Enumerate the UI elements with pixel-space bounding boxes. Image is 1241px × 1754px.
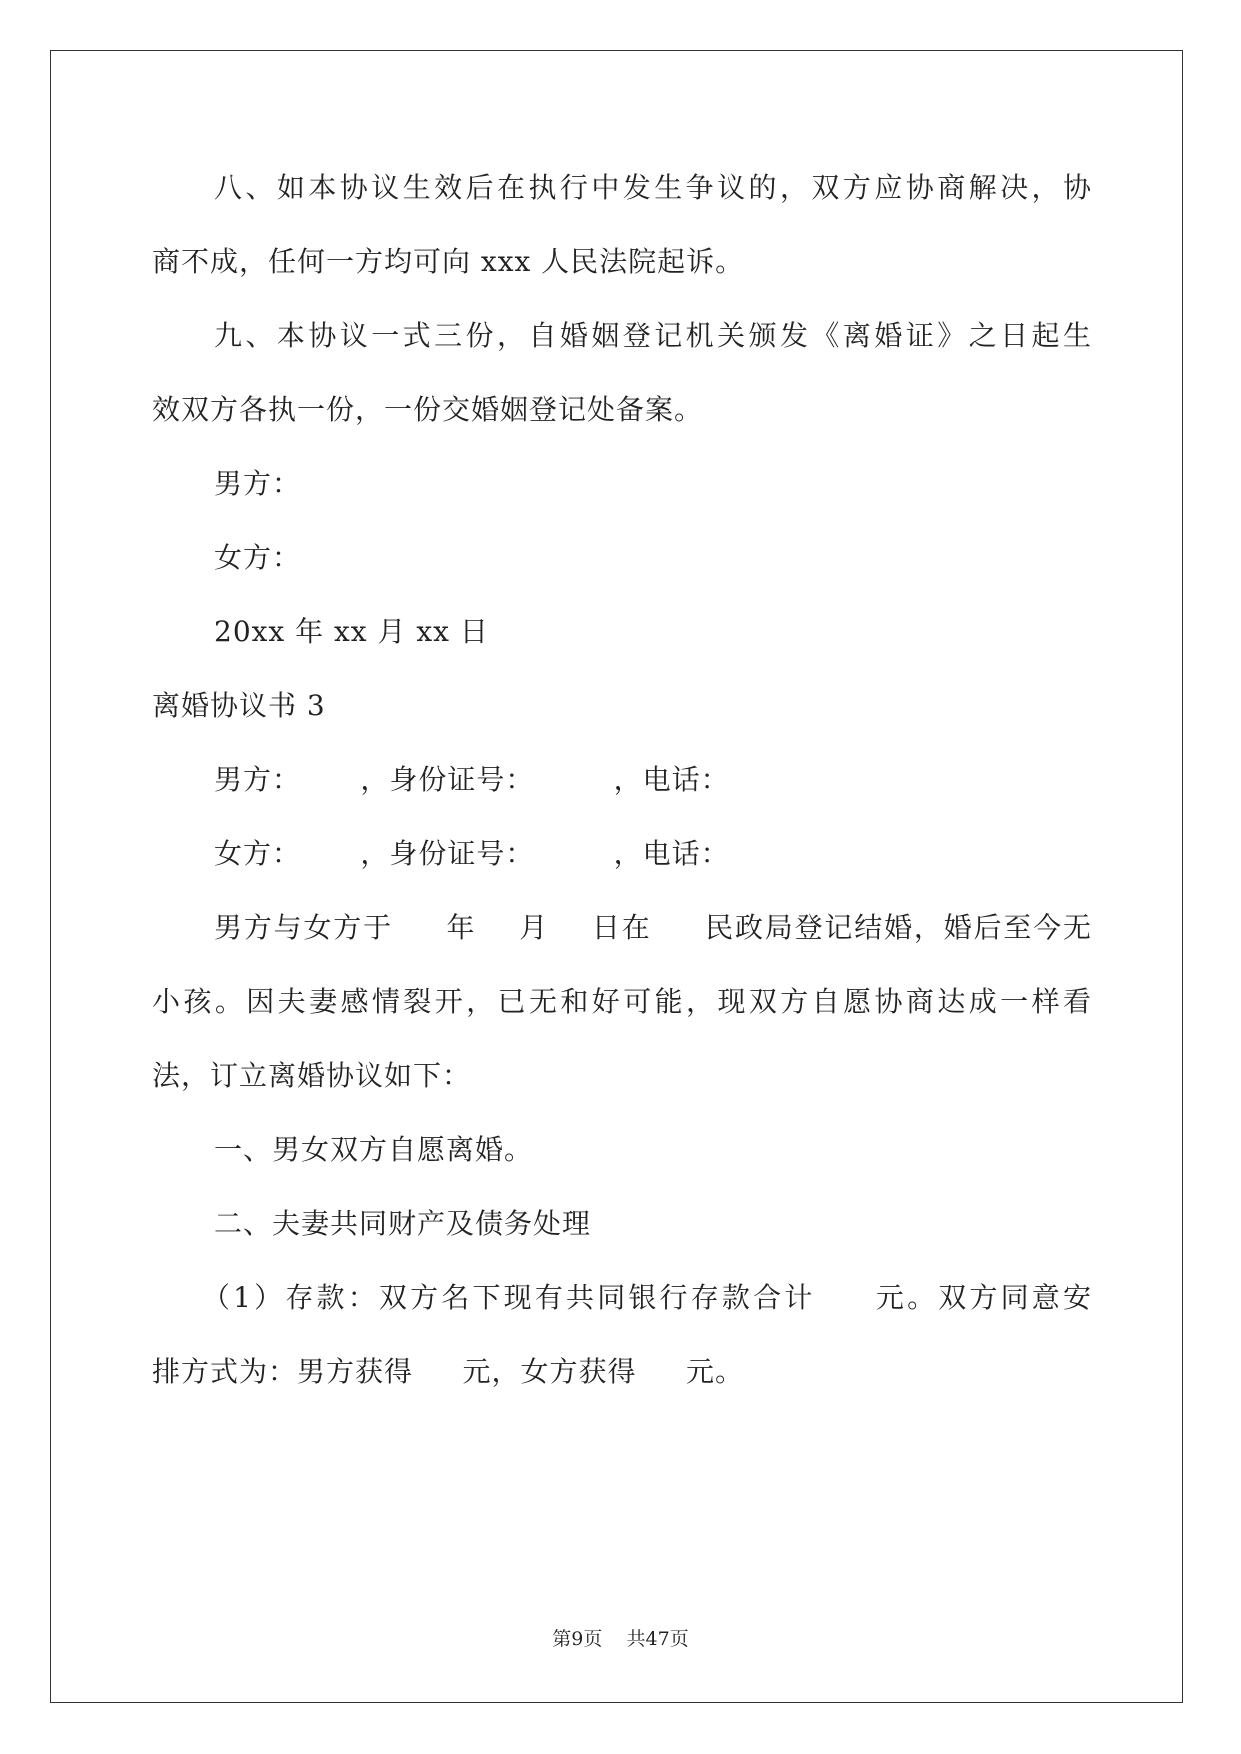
intro-line-2: 小孩。因夫妻感情裂开，已无和好可能，现双方自愿协商达成一样看 [152, 985, 1092, 1018]
footer-page-number: 9 [571, 1628, 584, 1650]
footer-total-pages: 47 [645, 1628, 670, 1650]
page-border [50, 50, 1183, 1703]
female-info-line: 女方： ，身份证号： ，电话： [214, 837, 730, 870]
footer-total-suffix: 页 [669, 1628, 689, 1650]
signature-female: 女方： [214, 541, 302, 574]
paragraph-8-line-1: 八、如本协议生效后在执行中发生争议的，双方应协商解决，协 [214, 171, 1092, 204]
clause-2-heading: 二、夫妻共同财产及债务处理 [214, 1207, 592, 1240]
signature-male: 男方： [214, 467, 302, 500]
clause-2-1-line-2: 排方式为：男方获得 元，女方获得 元。 [152, 1355, 745, 1388]
section-title: 离婚协议书 3 [152, 689, 326, 722]
male-info-line: 男方： ，身份证号： ，电话： [214, 763, 730, 796]
intro-line-1: 男方与女方于 年 月 日在 民政局登记结婚，婚后至今无 [214, 911, 1092, 944]
paragraph-9-line-1: 九、本协议一式三份，自婚姻登记机关颁发《离婚证》之日起生 [214, 319, 1092, 352]
footer-total-prefix: 共 [626, 1628, 646, 1650]
paragraph-9-line-2: 效双方各执一份，一份交婚姻登记处备案。 [152, 393, 704, 426]
clause-1: 一、男女双方自愿离婚。 [214, 1133, 534, 1166]
signature-date: 20xx 年 xx 月 xx 日 [214, 615, 489, 648]
intro-line-3: 法，订立离婚协议如下： [152, 1059, 472, 1092]
footer-page-prefix: 第 [552, 1628, 572, 1650]
page-footer [0, 1624, 1241, 1651]
paragraph-8-line-2: 商不成，任何一方均可向 xxx 人民法院起诉。 [152, 245, 745, 278]
footer-page-suffix: 页 [583, 1628, 603, 1650]
clause-2-1-line-1: （1）存款：双方名下现有共同银行存款合计 元。双方同意安 [202, 1281, 1092, 1314]
